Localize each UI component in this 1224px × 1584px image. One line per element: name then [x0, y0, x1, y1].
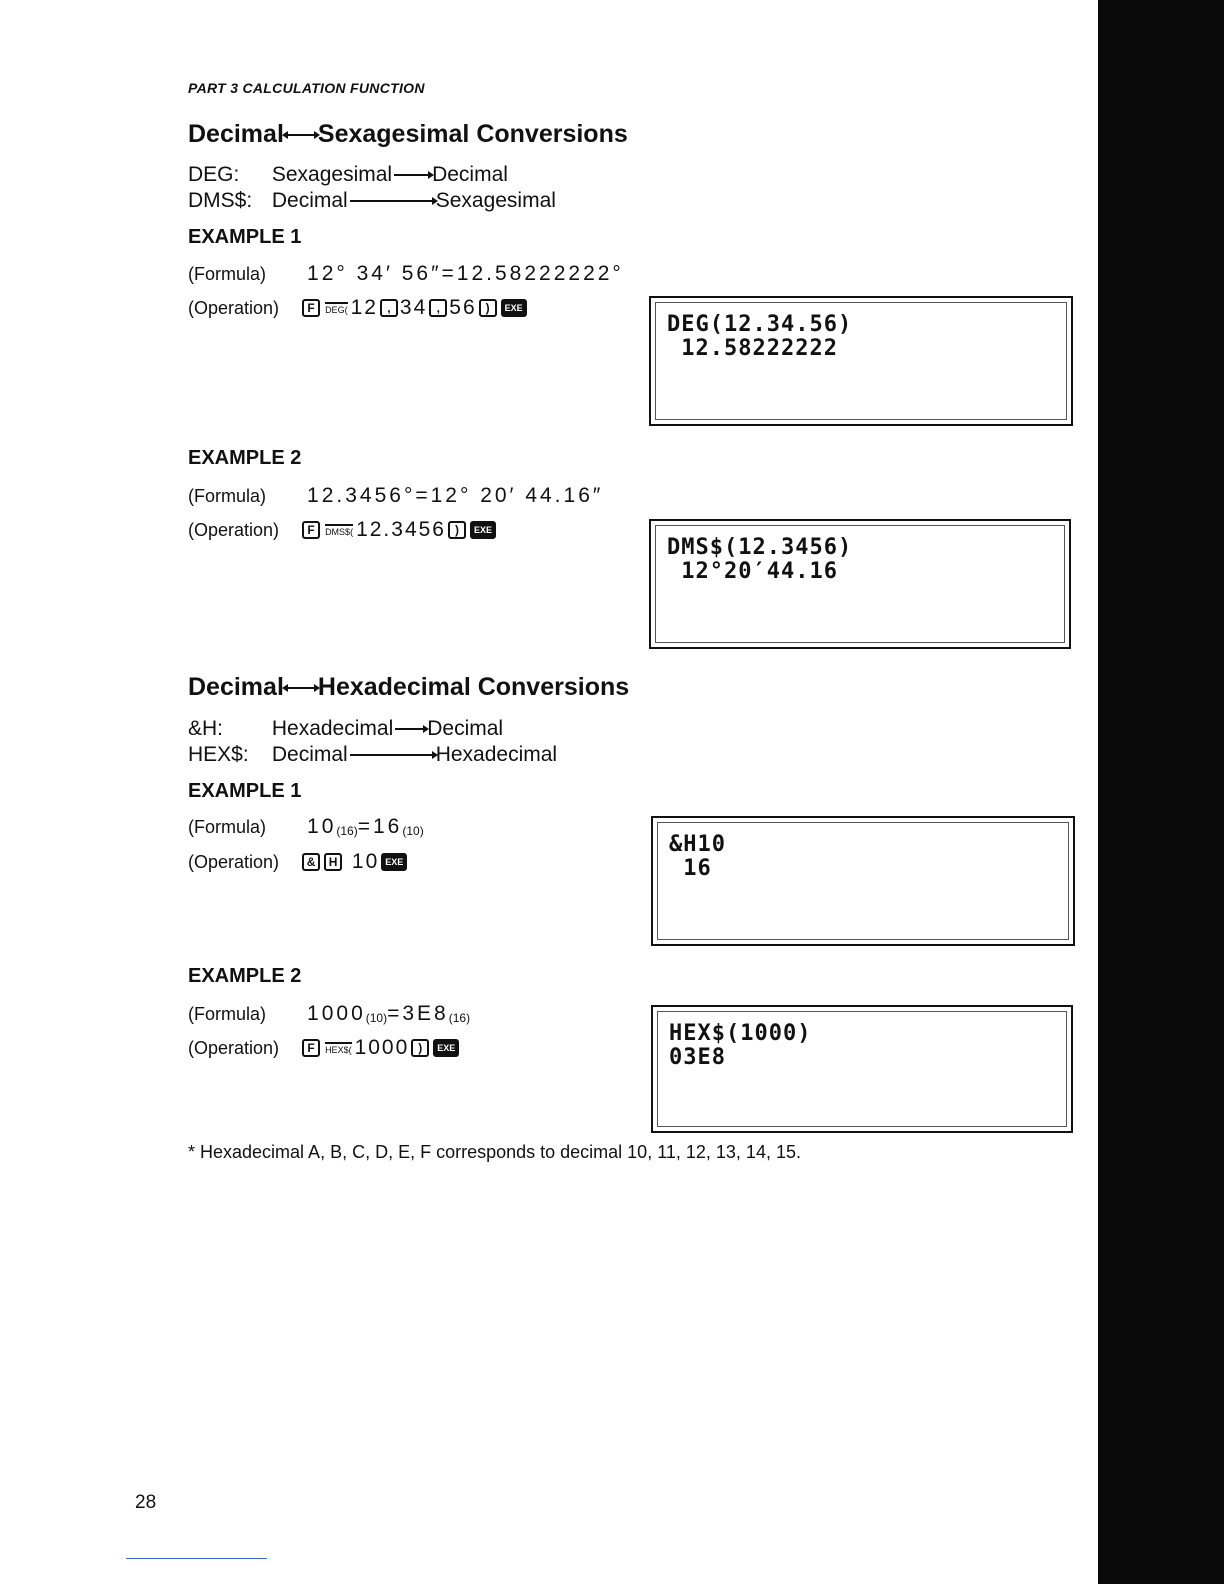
- formula-label: (Formula): [188, 486, 267, 506]
- exe-key-icon: EXE: [381, 853, 407, 871]
- scan-edge-band: [1098, 0, 1224, 1584]
- section-title-left: Decimal: [188, 120, 284, 148]
- formula-equals: =16: [357, 815, 403, 838]
- lcd-line-1: HEX$(1000): [669, 1021, 812, 1046]
- lcd-line-2: 03E8: [669, 1045, 726, 1070]
- operation-keys: [300, 1036, 461, 1059]
- exe-key-icon: EXE: [470, 521, 496, 539]
- operation-row: [188, 518, 498, 542]
- operation-number: 1000: [354, 1036, 410, 1059]
- definition-term: &H:: [188, 717, 224, 740]
- f-key-icon: F: [302, 1039, 320, 1057]
- exe-key-icon: EXE: [433, 1039, 459, 1057]
- definition-from: Hexadecimal: [271, 717, 394, 740]
- lcd-line-2: 12°20′44.16: [667, 559, 838, 584]
- hex-function-key-icon: HEX$(: [325, 1042, 352, 1055]
- definition-from: Decimal: [271, 189, 348, 212]
- comma-key-icon: ,: [380, 299, 398, 317]
- formula-text: [307, 1002, 470, 1025]
- right-arrow-icon: [395, 728, 425, 730]
- operation-number: 12.3456: [356, 518, 446, 541]
- operation-label: (Operation): [188, 1038, 280, 1058]
- bottom-rule: [126, 1558, 267, 1559]
- formula-row: [188, 484, 603, 508]
- formula-row: [188, 815, 424, 839]
- double-arrow-icon: [286, 134, 316, 136]
- right-arrow-icon: [394, 174, 430, 176]
- operation-row: [188, 1036, 461, 1060]
- formula-equals: =3E8: [387, 1002, 449, 1025]
- right-arrow-icon: [350, 754, 434, 756]
- definition-amp-h: [188, 717, 503, 741]
- f-key-icon: F: [302, 521, 320, 539]
- comma-key-icon: ,: [429, 299, 447, 317]
- operation-keys: [300, 850, 409, 873]
- formula-base: (10): [402, 824, 424, 838]
- lcd-display: [649, 519, 1071, 649]
- definition-hex: [188, 743, 557, 767]
- h-key-icon: H: [324, 853, 342, 871]
- lcd-display: [651, 1005, 1073, 1133]
- lcd-line-2: 16: [669, 856, 712, 881]
- lcd-line-1: &H10: [669, 832, 726, 857]
- operation-row: [188, 850, 409, 874]
- definition-term: DMS$:: [188, 189, 253, 212]
- exe-key-icon: EXE: [501, 299, 527, 317]
- footnote: * Hexadecimal A, B, C, D, E, F corresponds to decimal 10, 11, 12, 13, 14, 15.: [188, 1142, 801, 1162]
- formula-main: 1000: [307, 1002, 366, 1025]
- definition-from: Sexagesimal: [271, 163, 393, 186]
- lcd-line-1: DMS$(12.3456): [667, 535, 853, 560]
- formula-label: (Formula): [188, 264, 267, 284]
- section-title-right: Hexadecimal Conversions: [317, 673, 630, 701]
- operation-keys: [300, 518, 498, 541]
- example-label: EXAMPLE 1: [188, 226, 302, 248]
- deg-function-key-icon: DEG(: [325, 302, 348, 315]
- example-label: EXAMPLE 1: [188, 780, 302, 802]
- definition-to: Sexagesimal: [435, 189, 556, 212]
- section-title-right: Sexagesimal Conversions: [317, 120, 628, 148]
- definition-from: Decimal: [271, 743, 348, 766]
- definition-term: DEG:: [188, 163, 240, 186]
- page-number: 28: [135, 1492, 157, 1513]
- section-title-left: Decimal: [188, 673, 284, 701]
- operation-number: 10: [351, 850, 380, 873]
- operation-number: 12: [350, 296, 378, 319]
- ampersand-key-icon: &: [302, 853, 320, 871]
- definition-dms: [188, 189, 556, 213]
- lcd-line-2: 12.58222222: [667, 336, 838, 361]
- operation-label: (Operation): [188, 852, 280, 872]
- double-arrow-icon: [286, 687, 316, 689]
- section-title-sexagesimal: [188, 120, 628, 149]
- formula-base: (10): [365, 1011, 388, 1025]
- running-header: PART 3 CALCULATION FUNCTION: [188, 80, 425, 96]
- formula-base: (16): [336, 824, 358, 838]
- formula-label: (Formula): [188, 1004, 267, 1024]
- right-arrow-icon: [350, 200, 434, 202]
- formula-main: 10: [307, 815, 337, 838]
- definition-to: Hexadecimal: [435, 743, 558, 766]
- example-label: EXAMPLE 2: [188, 447, 302, 469]
- lcd-display: [651, 816, 1075, 946]
- definition-to: Decimal: [427, 717, 504, 740]
- definition-deg: [188, 163, 508, 187]
- definition-term: HEX$:: [188, 743, 249, 766]
- formula-text: 12.3456°=12° 20′ 44.16″: [307, 484, 604, 507]
- formula-label: (Formula): [188, 817, 267, 837]
- operation-number: 56: [449, 296, 477, 319]
- definition-to: Decimal: [432, 163, 508, 186]
- operation-label: (Operation): [188, 520, 280, 540]
- dms-function-key-icon: DMS$(: [325, 524, 353, 537]
- formula-text: 12° 34′ 56″=12.58222222°: [307, 262, 624, 285]
- lcd-display: [649, 296, 1073, 426]
- lcd-line-1: DEG(12.34.56): [667, 312, 853, 337]
- close-paren-key-icon: ): [411, 1039, 429, 1057]
- operation-keys: [300, 296, 529, 319]
- formula-row: [188, 262, 624, 286]
- formula-row: [188, 1002, 470, 1026]
- close-paren-key-icon: ): [448, 521, 466, 539]
- operation-label: (Operation): [188, 298, 280, 318]
- operation-row: [188, 296, 529, 320]
- operation-number: 34: [399, 296, 428, 319]
- section-title-hexadecimal: [188, 673, 629, 702]
- formula-text: [307, 815, 424, 838]
- close-paren-key-icon: ): [479, 299, 497, 317]
- example-label: EXAMPLE 2: [188, 965, 302, 987]
- formula-base: (16): [448, 1011, 471, 1025]
- f-key-icon: F: [302, 299, 320, 317]
